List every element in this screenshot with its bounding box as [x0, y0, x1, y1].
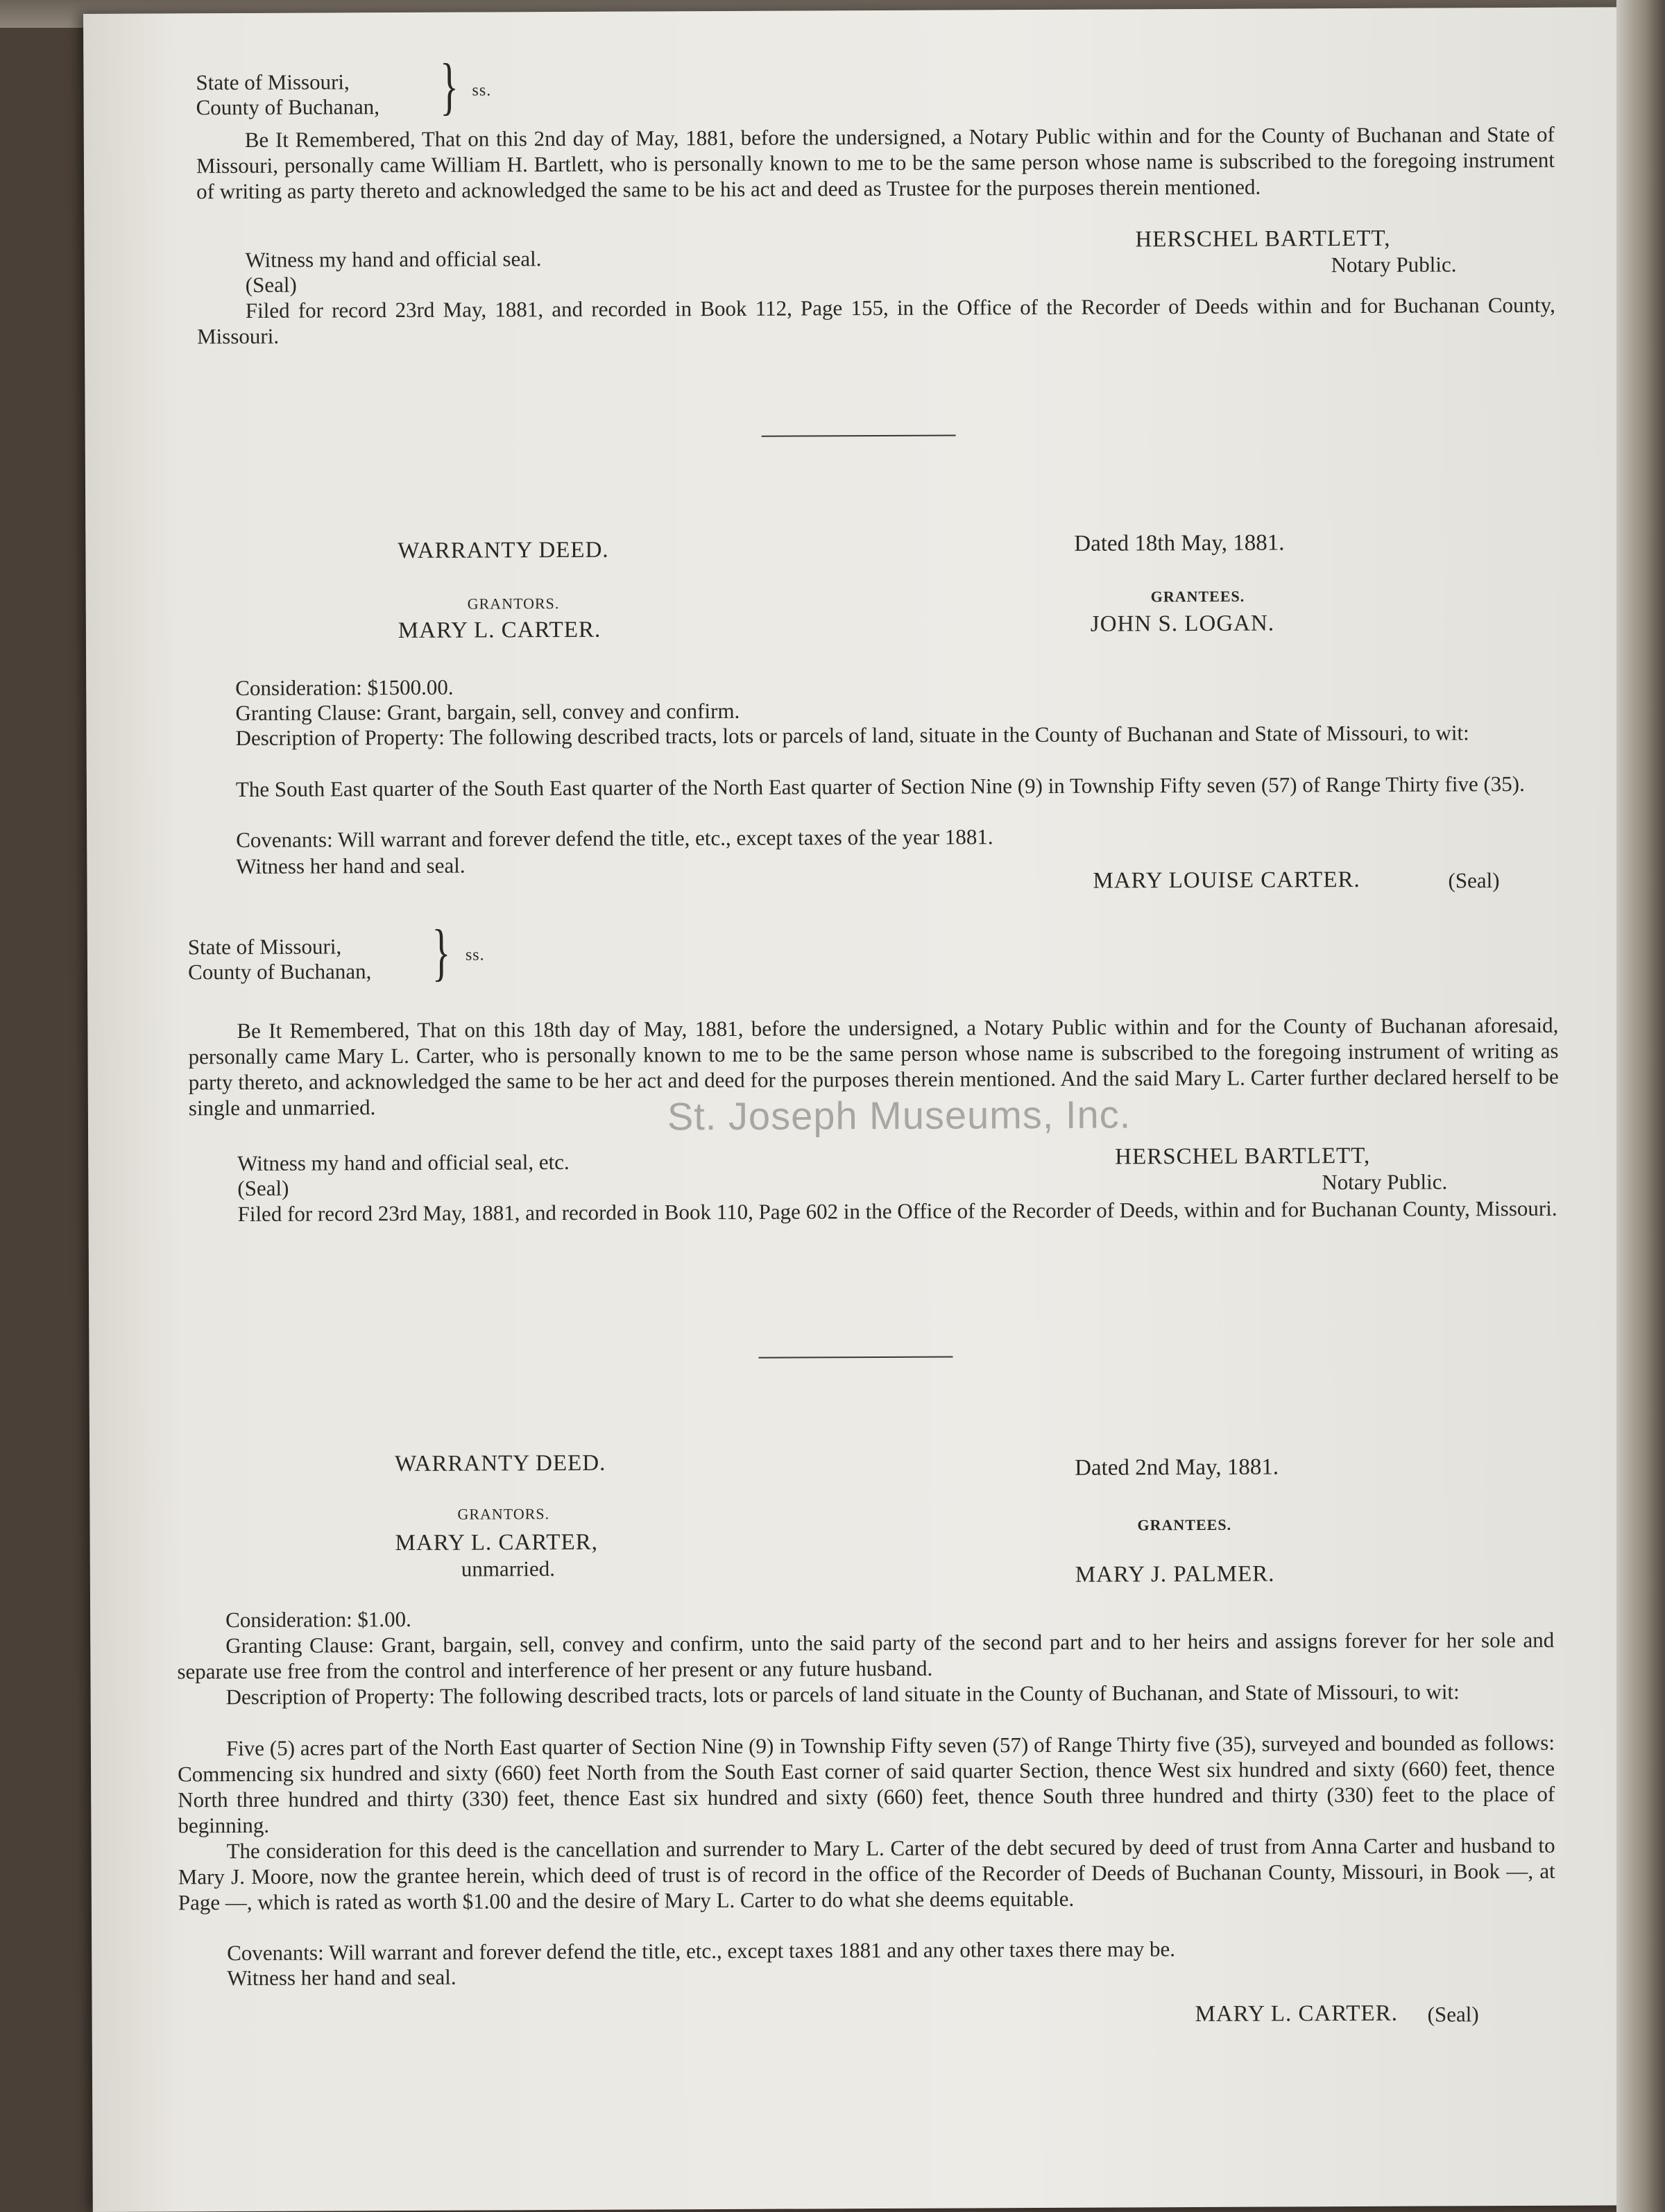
granting-clause: Granting Clause: Grant, bargain, sell, convey and confirm, unto the said party of the second part and to her heirs and assigns forever for her sole and separate use free from the control and interference of her present or any future husband. — [177, 1627, 1555, 1684]
section-divider — [758, 1356, 953, 1359]
grantors-label: GRANTORS. — [467, 595, 560, 613]
deed-date: Dated 2nd May, 1881. — [1075, 1454, 1279, 1481]
grantee-name: JOHN S. LOGAN. — [1090, 611, 1275, 637]
signature: MARY LOUISE CARTER. — [1093, 867, 1360, 894]
witness-line: Witness her hand and seal. — [227, 1964, 456, 1991]
venue-state: State of Missouri, — [196, 69, 350, 95]
notary-title: Notary Public. — [1331, 252, 1457, 278]
grantor-name: MARY L. CARTER. — [398, 617, 601, 644]
section-divider — [762, 435, 956, 437]
seal-label: (Seal) — [245, 272, 297, 297]
grantees-label: GRANTEES. — [1150, 587, 1245, 606]
consideration: Consideration: $1.00. — [225, 1606, 411, 1633]
venue-county: County of Buchanan, — [196, 94, 379, 120]
covenants: Covenants: Will warrant and forever defend the title, etc., except taxes 1881 and any other taxes there may be. — [227, 1937, 1176, 1966]
ss-label: ss. — [465, 946, 485, 964]
witness-line: Witness her hand and seal. — [236, 853, 466, 879]
consideration-note: The consideration for this deed is the cancellation and surrender to Mary L. Carter of the debt secured by deed of trust from Anna Carter and husband to Mary J. Moore, now the grantee herein, which deed of trust is of record in the office of the Recorder of Deeds of Buchanan County, Missouri, in Book —, at Page —, which is rated as worth $1.00 and the desire of Mary L. Carter to do what she deems equitable. — [178, 1832, 1555, 1915]
property-description: Description of Property: The following described tracts, lots or parcels of land situate in the County of Buchanan, and State of Missouri, to wit: — [225, 1679, 1460, 1710]
grantee-name: MARY J. PALMER. — [1075, 1561, 1275, 1588]
notary-title: Notary Public. — [1322, 1169, 1448, 1195]
notary-name: HERSCHEL BARTLETT, — [1115, 1143, 1371, 1170]
witness-line: Witness my hand and official seal. — [245, 246, 542, 272]
venue-state: State of Missouri, — [187, 934, 342, 960]
tract-description: The South East quarter of the South East quarter of the North East quarter of Section Nine (9) in Township Fifty seven (57) of Range Thirty five (35). — [235, 771, 1525, 802]
grantor-name: MARY L. CARTER, — [395, 1529, 599, 1556]
ss-label: ss. — [472, 81, 492, 100]
acknowledgment-paragraph: Be It Remembered, That on this 18th day of May, 1881, before the undersigned, a Notary Public within and for the County of Buchanan aforesaid, personally came Mary L. Carter, who is personally known to me to be the same person whose name is subscribed to the foregoing instrument of writing as party thereto, and acknowledged the same to be her act and deed for the purposes therein mentioned. And the said Mary L. Carter further declared herself to be single and unmarried. — [188, 1012, 1559, 1121]
venue-brace: } — [432, 916, 451, 987]
signature: MARY L. CARTER. — [1195, 2000, 1398, 2027]
document-page — [83, 7, 1640, 2212]
watermark-text: St. Joseph Museums, Inc. — [667, 1092, 1132, 1139]
property-description: Description of Property: The following described tracts, lots or parcels of land, situate in the County of Buchanan and State of Missouri, to wit: — [235, 720, 1469, 751]
acknowledgment-paragraph: Be It Remembered, That on this 2nd day of May, 1881, before the undersigned, a Notary Public within and for the County of Buchanan and State of Missouri, personally came William H. Bartlett, who is personally known to me to be the same person whose name is subscribed to the foregoing instrument of writing as party thereto and acknowledged the same to be his act and deed as Trustee for the purposes therein mentioned. — [196, 121, 1555, 204]
seal-label: (Seal) — [1427, 2002, 1479, 2027]
filed-record: Filed for record 23rd May, 1881, and recorded in Book 110, Page 602 in the Office of the Recorder of Deeds, within and for Buchanan County, Missouri. — [237, 1196, 1557, 1227]
grantor-note: unmarried. — [461, 1556, 555, 1581]
covenants: Covenants: Will warrant and forever defend the title, etc., except taxes of the year 1881. — [236, 824, 993, 853]
seal-label: (Seal) — [1448, 868, 1500, 893]
tract-description: Five (5) acres part of the North East quarter of Section Nine (9) in Township Fifty seven (57) of Range Thirty five (35), surveyed and bounded as follows: Commencing six hundred and sixty (660) feet North from the South East corner of said quarter Section, thence West six hundred and sixty (660) feet, thence North three hundred and thirty (330) feet, thence East six hundred and sixty (660) feet, thence South three hundred and thirty (330) feet to the place of beginning. — [177, 1730, 1555, 1838]
grantees-label: GRANTEES. — [1137, 1515, 1232, 1534]
consideration: Consideration: $1500.00. — [235, 674, 454, 701]
witness-line: Witness my hand and official seal, etc. — [237, 1149, 570, 1176]
page-edge-shadow — [1616, 0, 1665, 2212]
seal-label: (Seal) — [237, 1175, 289, 1201]
notary-name: HERSCHEL BARTLETT, — [1135, 226, 1391, 253]
deed-title: WARRANTY DEED. — [395, 1450, 606, 1477]
venue-brace: } — [440, 50, 459, 121]
venue-county: County of Buchanan, — [187, 959, 372, 985]
deed-title: WARRANTY DEED. — [398, 537, 609, 564]
grantors-label: GRANTORS. — [457, 1505, 550, 1523]
granting-clause: Granting Clause: Grant, bargain, sell, convey and confirm. — [235, 698, 740, 726]
deed-date: Dated 18th May, 1881. — [1074, 530, 1285, 556]
filed-record: Filed for record 23rd May, 1881, and recorded in Book 112, Page 155, in the Office of the Recorder of Deeds within and for Buchanan County, Missouri. — [196, 292, 1555, 349]
